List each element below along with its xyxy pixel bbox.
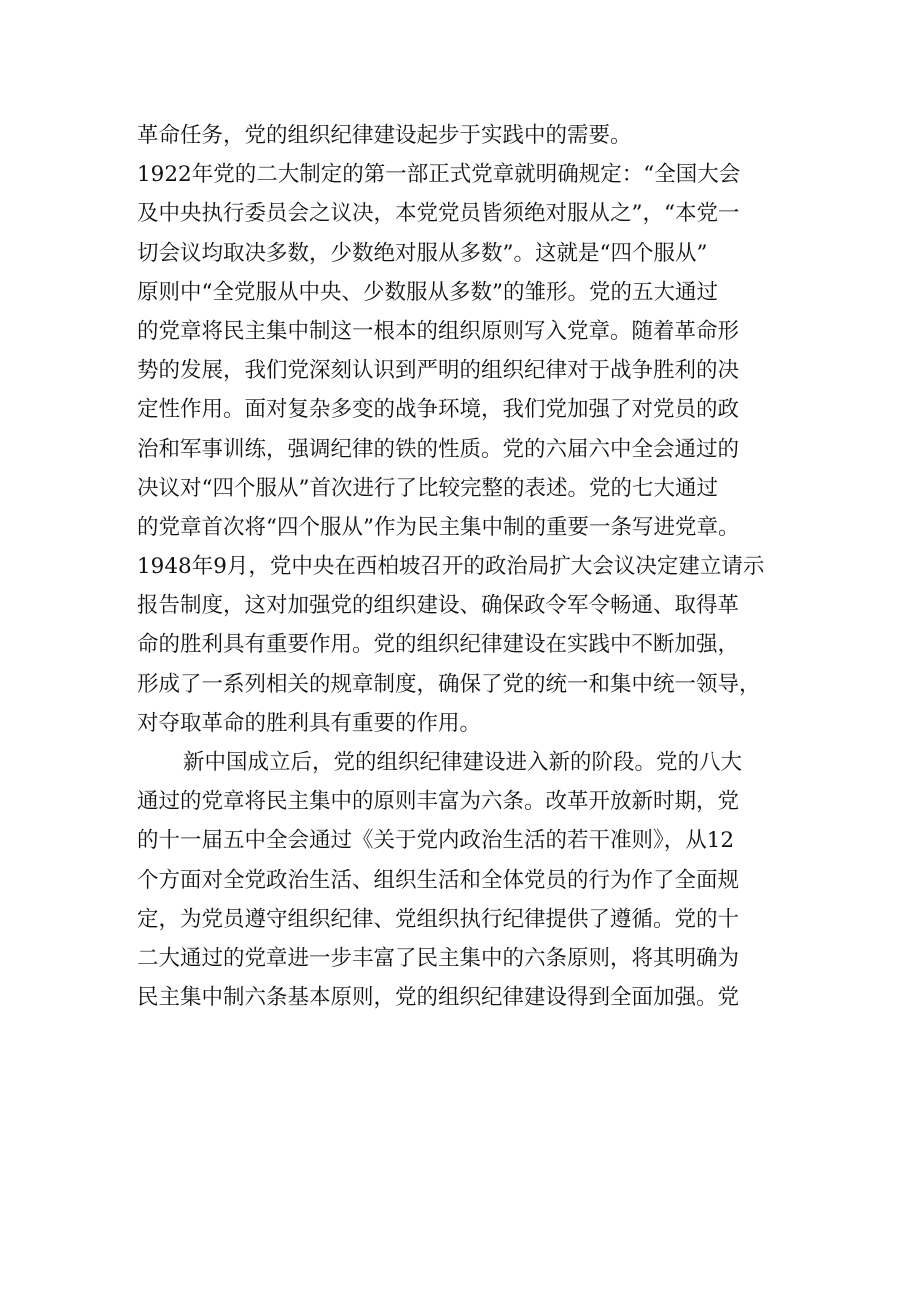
text-line: 的十一届五中全会通过《关于党内政治生活的若干准则》，从12 — [137, 828, 735, 854]
text-line: 通过的党章将民主集中的原则丰富为六条。改革开放新时期，党 — [137, 789, 740, 815]
text-line: 形成了一系列相关的规章制度，确保了党的统一和集中统一领导， — [137, 671, 761, 697]
text-line: 个方面对全党政治生活、组织生活和全体党员的行为作了全面规 — [137, 867, 740, 893]
text-line: 1922年党的二大制定的第一部正式党章就明确规定：“全国大会 — [137, 162, 741, 188]
text-line: 定，为党员遵守组织纪律、党组织执行纪律提供了遵循。党的十 — [137, 906, 740, 932]
text-line: 切会议均取决多数，少数绝对服从多数”。这就是“四个服从” — [137, 240, 708, 266]
text-line: 革命任务，党的组织纪律建设起步于实践中的需要。 — [137, 123, 632, 148]
text-line: 及中央执行委员会之议决，本党党员皆须绝对服从之”，“本党一 — [137, 201, 740, 227]
text-line: 对夺取革命的胜利具有重要的作用。 — [137, 710, 482, 736]
text-line: 治和军事训练，强调纪律的铁的性质。党的六届六中全会通过的 — [137, 436, 740, 462]
text-line: 的党章将民主集中制这一根本的组织原则写入党章。随着革命形 — [137, 318, 740, 344]
text-line: 的党章首次将“四个服从”作为民主集中制的重要一条写进党章。 — [137, 514, 740, 540]
text-line: 势的发展，我们党深刻认识到严明的组织纪律对于战争胜利的决 — [137, 358, 740, 384]
text-line: 定性作用。面对复杂多变的战争环境，我们党加强了对党员的政 — [137, 397, 740, 423]
text-line: 决议对“四个服从”首次进行了比较完整的表述。党的七大通过 — [137, 475, 718, 501]
text-line: 报告制度，这对加强党的组织建设、确保政令军令畅通、取得革 — [137, 593, 740, 619]
body-text — [137, 116, 797, 1017]
text-line: 原则中“全党服从中央、少数服从多数”的雏形。党的五大通过 — [137, 279, 718, 305]
text-line: 民主集中制六条基本原则，党的组织纪律建设得到全面加强。党 — [137, 985, 740, 1011]
paragraph-start-line: 新中国成立后，党的组织纪律建设进入新的阶段。党的八大 — [183, 750, 743, 775]
text-line: 二大通过的党章进一步丰富了民主集中的六条原则，将其明确为 — [137, 945, 740, 971]
text-line: 命的胜利具有重要作用。党的组织纪律建设在实践中不断加强， — [137, 632, 740, 658]
text-line: 1948年9月，党中央在西柏坡召开的政治局扩大会议决定建立请示 — [137, 554, 765, 580]
